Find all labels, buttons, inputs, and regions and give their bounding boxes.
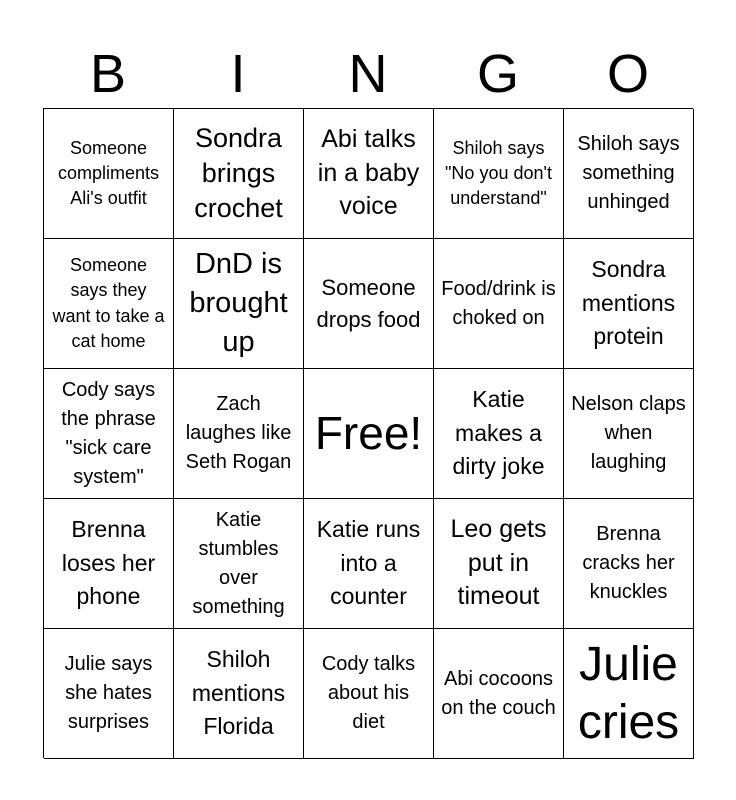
bingo-card-grid [43,108,693,758]
bingo-cell[interactable]: Shiloh says "No you don't understand" [434,109,564,239]
bingo-cell[interactable]: Julie says she hates surprises [44,629,174,759]
bingo-cell[interactable]: Sondra mentions protein [564,239,694,369]
header-letter-o: O [606,44,649,104]
bingo-header [43,40,693,108]
header-letter-g: G [476,44,519,104]
bingo-cell[interactable]: Brenna cracks her knuckles [564,499,694,629]
bingo-cell[interactable]: Cody talks about his diet [304,629,434,759]
bingo-cell[interactable]: Someone says they want to take a cat home [44,239,174,369]
bingo-cell[interactable]: Someone compliments Ali's outfit [44,109,174,239]
bingo-cell[interactable]: DnD is brought up [174,239,304,369]
free-space-cell[interactable]: Free! [304,369,434,499]
bingo-cell[interactable]: Julie cries [564,629,694,759]
bingo-cell[interactable]: Shiloh mentions Florida [174,629,304,759]
bingo-cell[interactable]: Someone drops food [304,239,434,369]
bingo-cell[interactable]: Zach laughes like Seth Rogan [174,369,304,499]
bingo-cell[interactable]: Katie stumbles over something [174,499,304,629]
bingo-cell[interactable]: Nelson claps when laughing [564,369,694,499]
bingo-cell[interactable]: Katie makes a dirty joke [434,369,564,499]
bingo-cell[interactable]: Shiloh says something unhinged [564,109,694,239]
header-letter-b: B [89,44,127,104]
bingo-cell[interactable]: Abi cocoons on the couch [434,629,564,759]
header-letter-i: I [230,44,246,104]
bingo-cell[interactable]: Abi talks in a baby voice [304,109,434,239]
bingo-cell[interactable]: Food/drink is choked on [434,239,564,369]
bingo-cell[interactable]: Leo gets put in timeout [434,499,564,629]
bingo-cell[interactable]: Katie runs into a counter [304,499,434,629]
bingo-cell[interactable]: Cody says the phrase "sick care system" [44,369,174,499]
header-letter-n: N [348,44,388,104]
bingo-cell[interactable]: Brenna loses her phone [44,499,174,629]
bingo-cell[interactable]: Sondra brings crochet [174,109,304,239]
